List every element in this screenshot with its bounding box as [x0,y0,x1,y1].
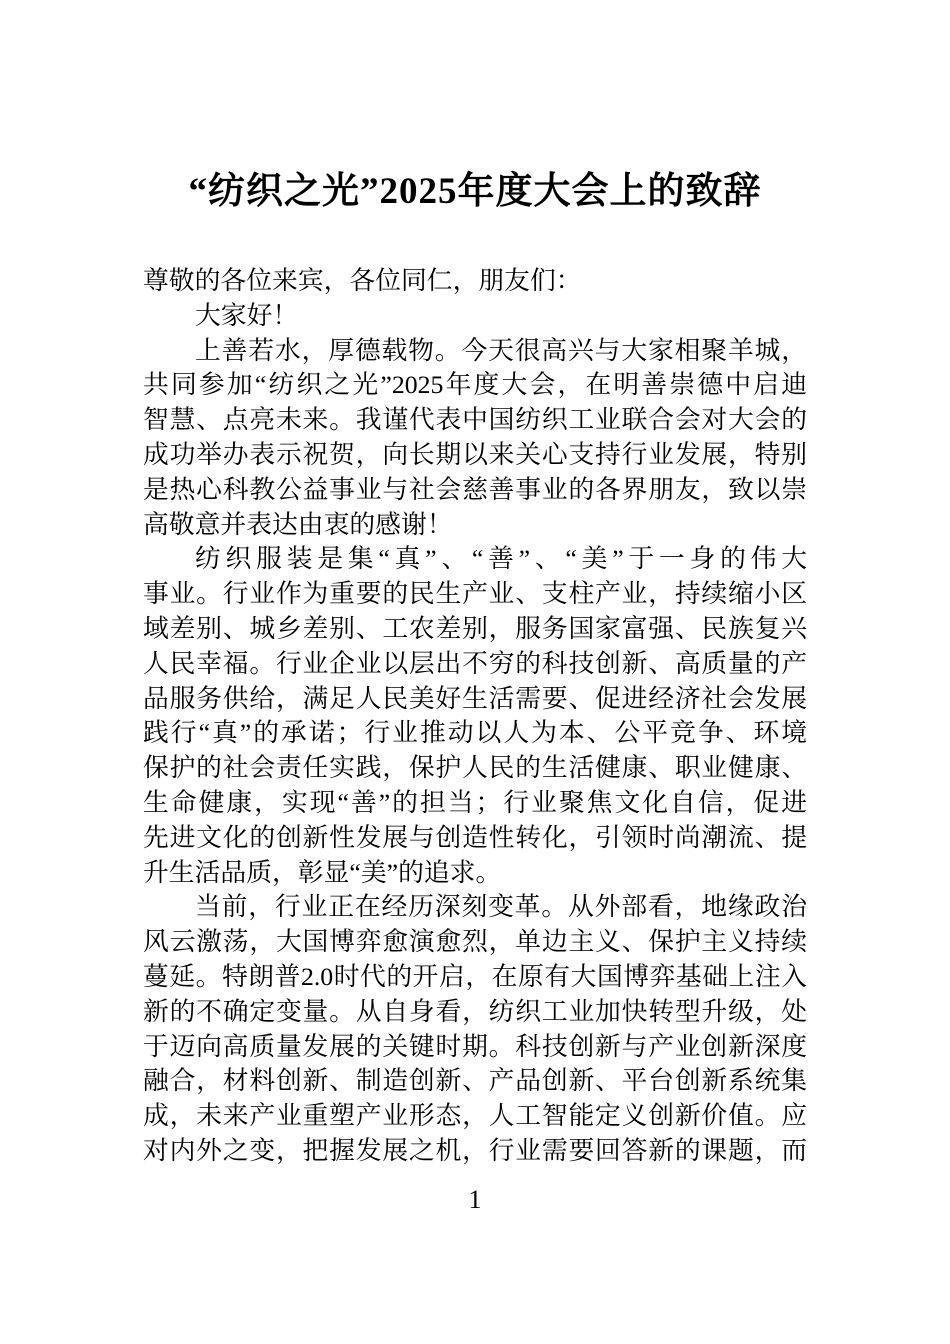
text-line: 高敬意并表达由衷的感谢！ [143,509,453,539]
text-line: 是热心科教公益事业与社会慈善事业的各界朋友，致以崇 [143,474,807,504]
text-line: 共同参加“纺织之光”2025年度大会，在明善崇德中启迪 [143,370,807,400]
page-number: 1 [468,1185,482,1214]
text-line: 上善若水，厚德载物。今天很高兴与大家相聚羊城， [195,335,807,365]
text-line: 先进文化的创新性发展与创造性转化，引领时尚潮流、提 [143,822,807,852]
text-line: 事业。行业作为重要的民生产业、支柱产业，持续缩小区 [143,579,807,609]
text-line: 成，未来产业重塑产业形态，人工智能定义创新价值。应 [143,1101,807,1131]
document-title: “纺织之光”2025年度大会上的致辞 [188,171,762,212]
text-line: 蔓延。特朗普2.0时代的开启，在原有大国博弈基础上注入 [143,961,807,991]
document-body [143,264,807,1169]
text-line: 保护的社会责任实践，保护人民的生活健康、职业健康、 [143,753,807,783]
text-line: 升生活品质，彰显“美”的追求。 [143,857,502,887]
text-line: 智慧、点亮未来。我谨代表中国纺织工业联合会对大会的 [143,405,807,435]
text-line: 于迈向高质量发展的关键时期。科技创新与产业创新深度 [143,1031,807,1061]
text-line: 成功举办表示祝贺，向长期以来关心支持行业发展，特别 [143,439,807,469]
text-line: 对内外之变，把握发展之机，行业需要回答新的课题，而 [143,1135,807,1165]
text-line: 风云激荡，大国博弈愈演愈烈，单边主义、保护主义持续 [143,927,807,957]
text-line: 人民幸福。行业企业以层出不穷的科技创新、高质量的产 [143,648,807,678]
text-line: 域差别、城乡差别、工农差别，服务国家富强、民族复兴 [143,613,807,643]
text-line: 尊敬的各位来宾，各位同仁，朋友们： [143,266,582,295]
text-line: 大家好！ [195,300,299,330]
text-line: 纺织服装是集“真”、“善”、“美”于一身的伟大 [195,544,807,574]
text-line: 生命健康，实现“善”的担当；行业聚焦文化自信，促进 [143,787,807,817]
text-line: 践行“真”的承诺；行业推动以人为本、公平竞争、环境 [143,718,807,748]
text-line: 融合，材料创新、制造创新、产品创新、平台创新系统集 [143,1066,807,1096]
text-line: 当前，行业正在经历深刻变革。从外部看，地缘政治 [195,892,807,922]
text-line: 新的不确定变量。从自身看，纺织工业加快转型升级，处 [143,996,807,1026]
text-line: 品服务供给，满足人民美好生活需要、促进经济社会发展 [143,683,807,713]
